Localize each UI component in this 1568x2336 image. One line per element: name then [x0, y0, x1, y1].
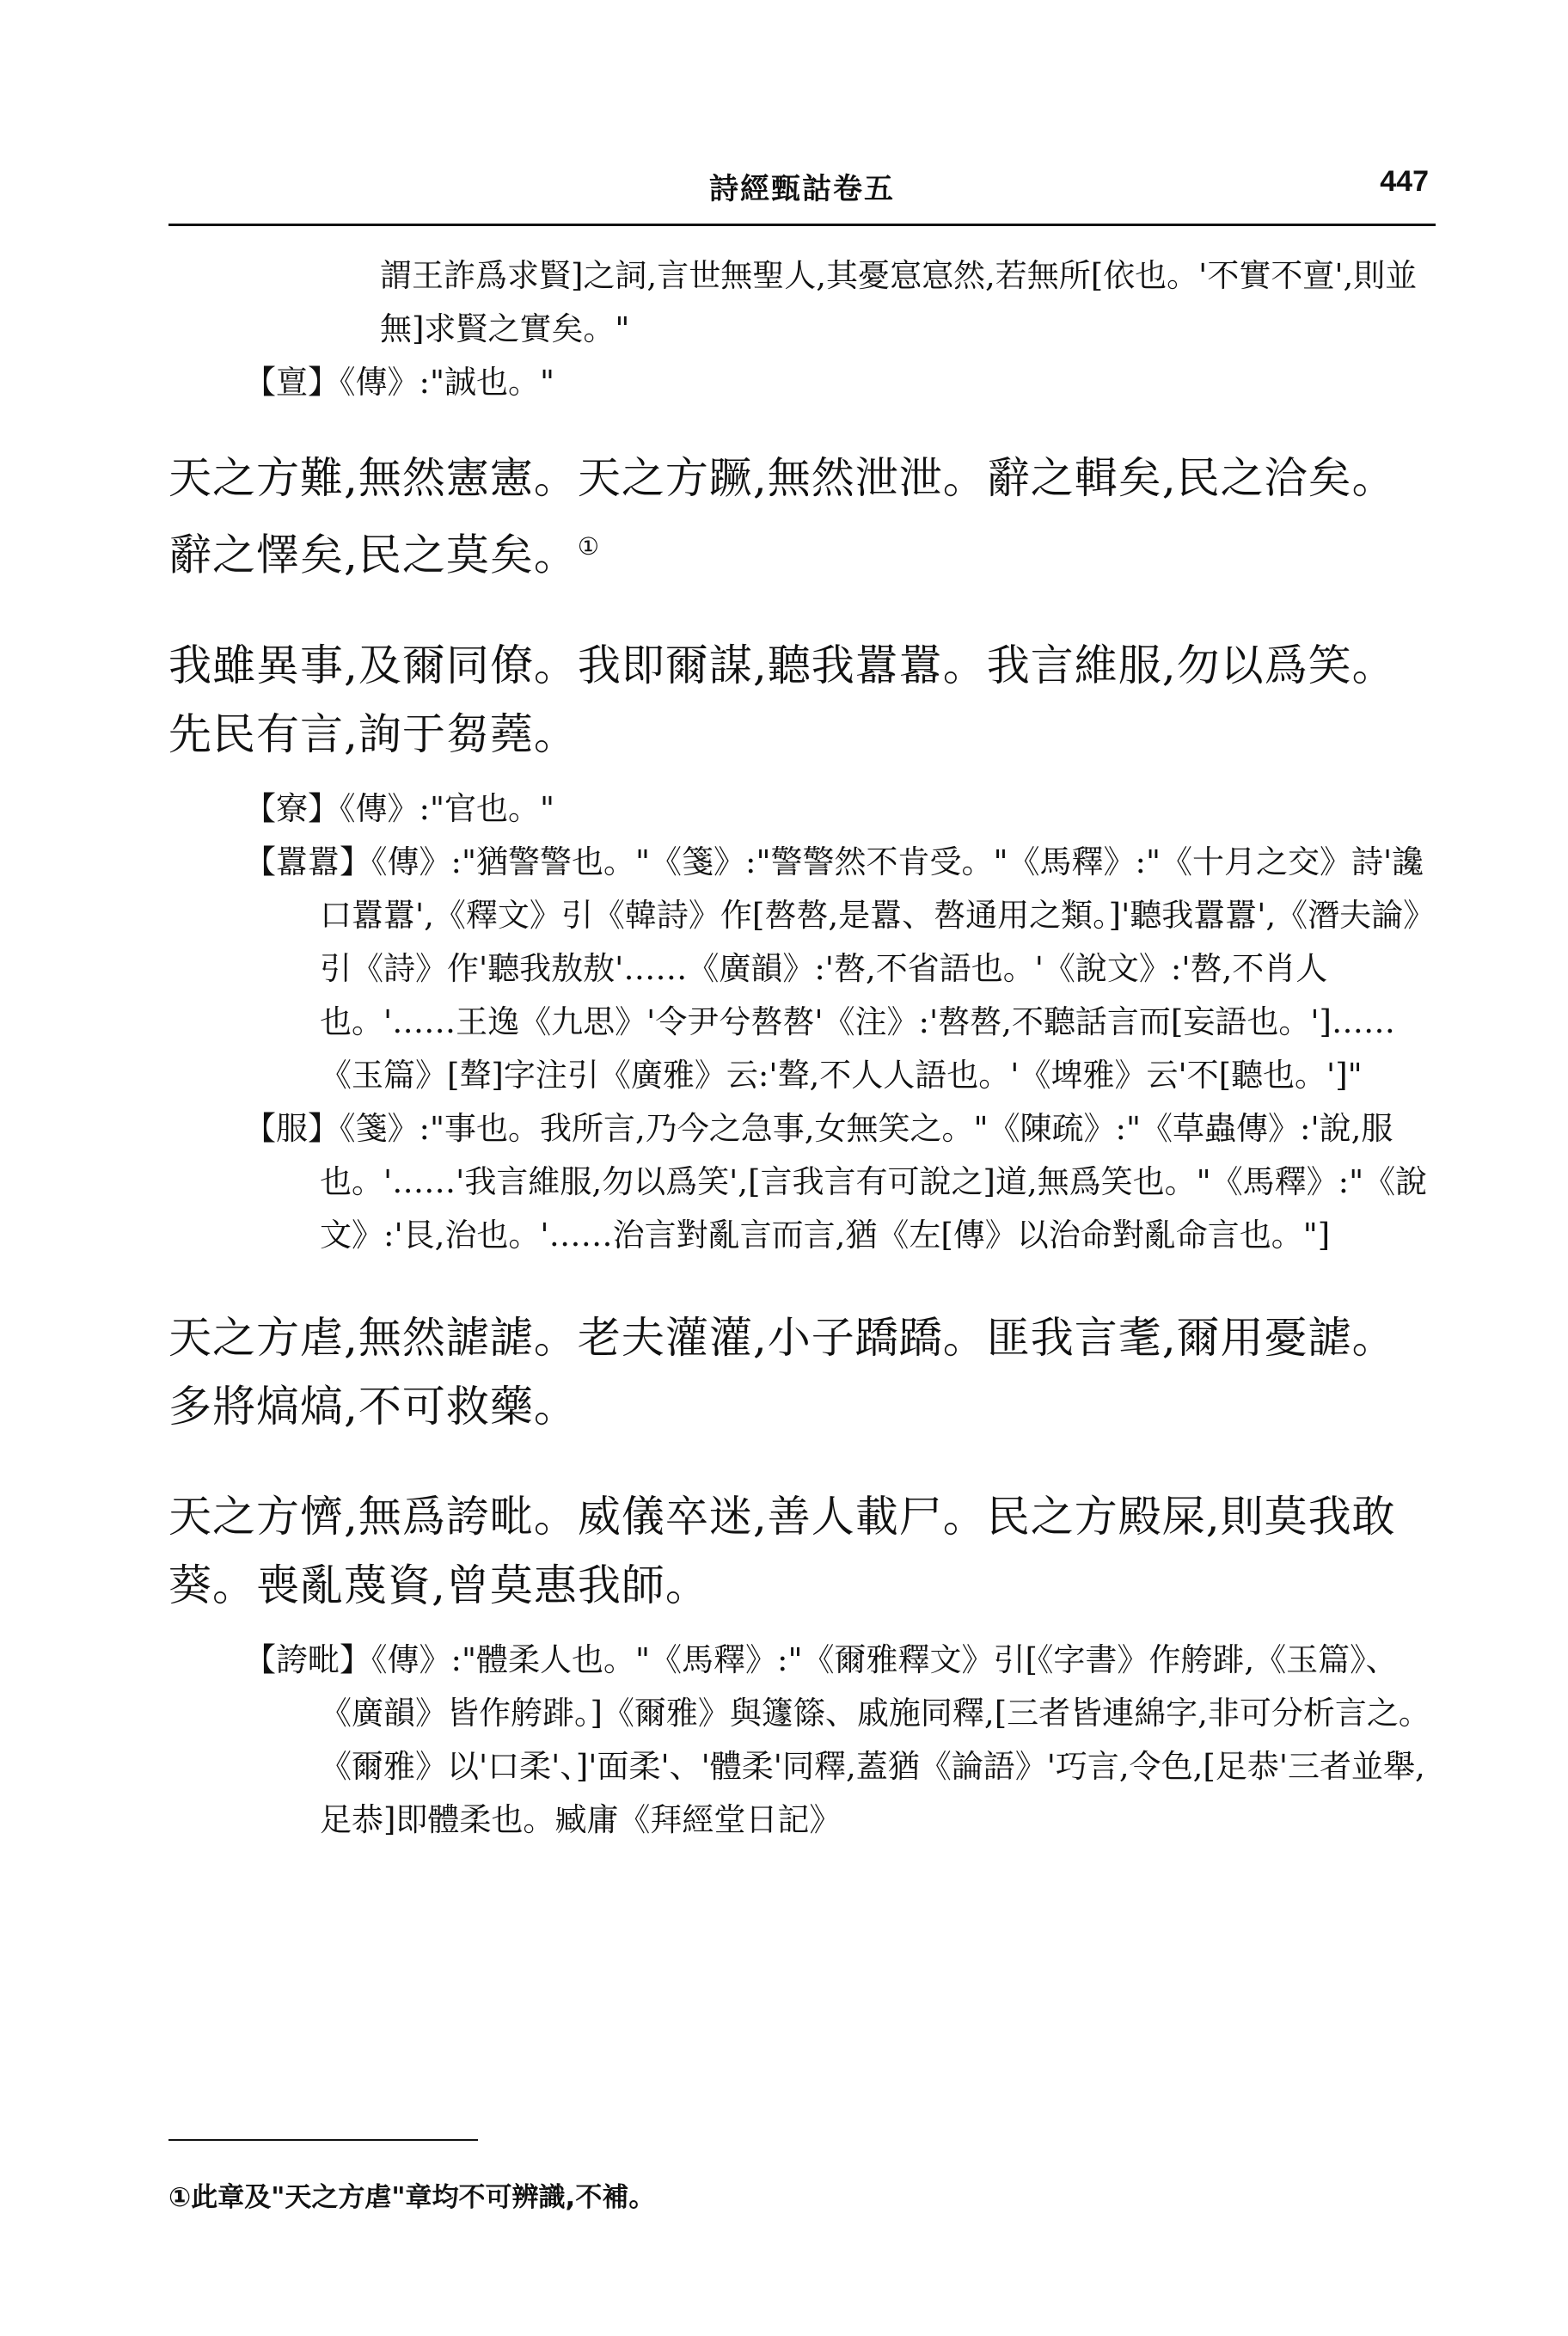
commentary-note: 【囂囂】《傳》:"猶警警也。"《箋》:"警警然不肯受。"《馬釋》:"《十月之交》詩'讒口囂囂',《釋文》引《韓詩》作[嗸嗸,是囂、嗸通用之類。]'聽我囂囂',《潛夫論》引《詩》作'聽我敖敖'……《廣韻》:'嗸,不省語也。'《說文》:'嗸,不肖人也。'……王逸《九思》'令尹兮嗸嗸'《注》:'嗸嗸,不聽話言而[妄語也。']……《玉篇》[聱]字注引《廣雅》云:'聱,不人人語也。'《埤雅》云'不[聽也。']": [244, 843, 1436, 1094]
footnote: ①此章及"天之方虐"章均不可辨識,不補。: [168, 2182, 656, 2213]
poem-stanza: [168, 444, 1436, 590]
poem-stanza: 天之方虐,無然謔謔。老夫灌灌,小子蹻蹻。匪我言耄,爾用憂謔。多將熇熇,不可救藥。: [168, 1312, 1396, 1432]
commentary-note: 【寮】《傳》:"官也。": [244, 789, 555, 827]
stanza-text: 天之方難,無然憲憲。天之方蹶,無然泄泄。辭之輯矣,民之洽矣。辭之懌矣,民之莫矣。: [168, 453, 1396, 580]
commentary-note: 【誇毗】《傳》:"體柔人也。"《馬釋》:"《爾雅釋文》引[《字書》作舿䠊,《玉篇》、《廣韻》皆作舿䠊。]《爾雅》與籧篨、戚施同釋,[三者皆連綿字,非可分析言之。《爾雅》以'口柔'、]'面柔'、'體柔'同釋,蓋猶《論語》'巧言,令色,[足恭'三者並舉,足恭]即體柔也。臧庸《拜經堂日記》: [244, 1640, 1430, 1838]
running-title: 詩經甄詁卷五: [709, 172, 895, 206]
main-text: [168, 249, 1436, 1847]
footnote-divider: [168, 2139, 478, 2141]
page-number: 447: [1380, 165, 1429, 198]
commentary-note: 【亶】《傳》:"誠也。": [244, 364, 555, 401]
poem-stanza: 我雖異事,及爾同僚。我即爾謀,聽我囂囂。我言維服,勿以爲笑。先民有言,詢于芻蕘。: [168, 640, 1396, 759]
footnote-marker: ①: [577, 532, 601, 561]
commentary-note: 【服】《箋》:"事也。我所言,乃今之急事,女無笑之。"《陳疏》:"《草蟲傳》:'說,服也。'……'我言維服,勿以爲笑',[言我言有可說之]道,無爲笑也。"《馬釋》:"《說文》:'艮,治也。'……治言對亂言而言,猶《左[傳》以治命對亂命言也。"]: [244, 1109, 1428, 1254]
commentary-continuation: 謂王詐爲求賢]之詞,言世無聖人,其憂悹悹然,若無所[依也。'不實不亶',則並無]求賢之實矣。": [380, 257, 1418, 347]
poem-stanza: 天之方懠,無爲誇毗。威儀卒迷,善人載尸。民之方殿屎,則莫我敢葵。喪亂蔑資,曾莫惠我師。: [168, 1491, 1396, 1610]
running-header: [168, 162, 1436, 226]
